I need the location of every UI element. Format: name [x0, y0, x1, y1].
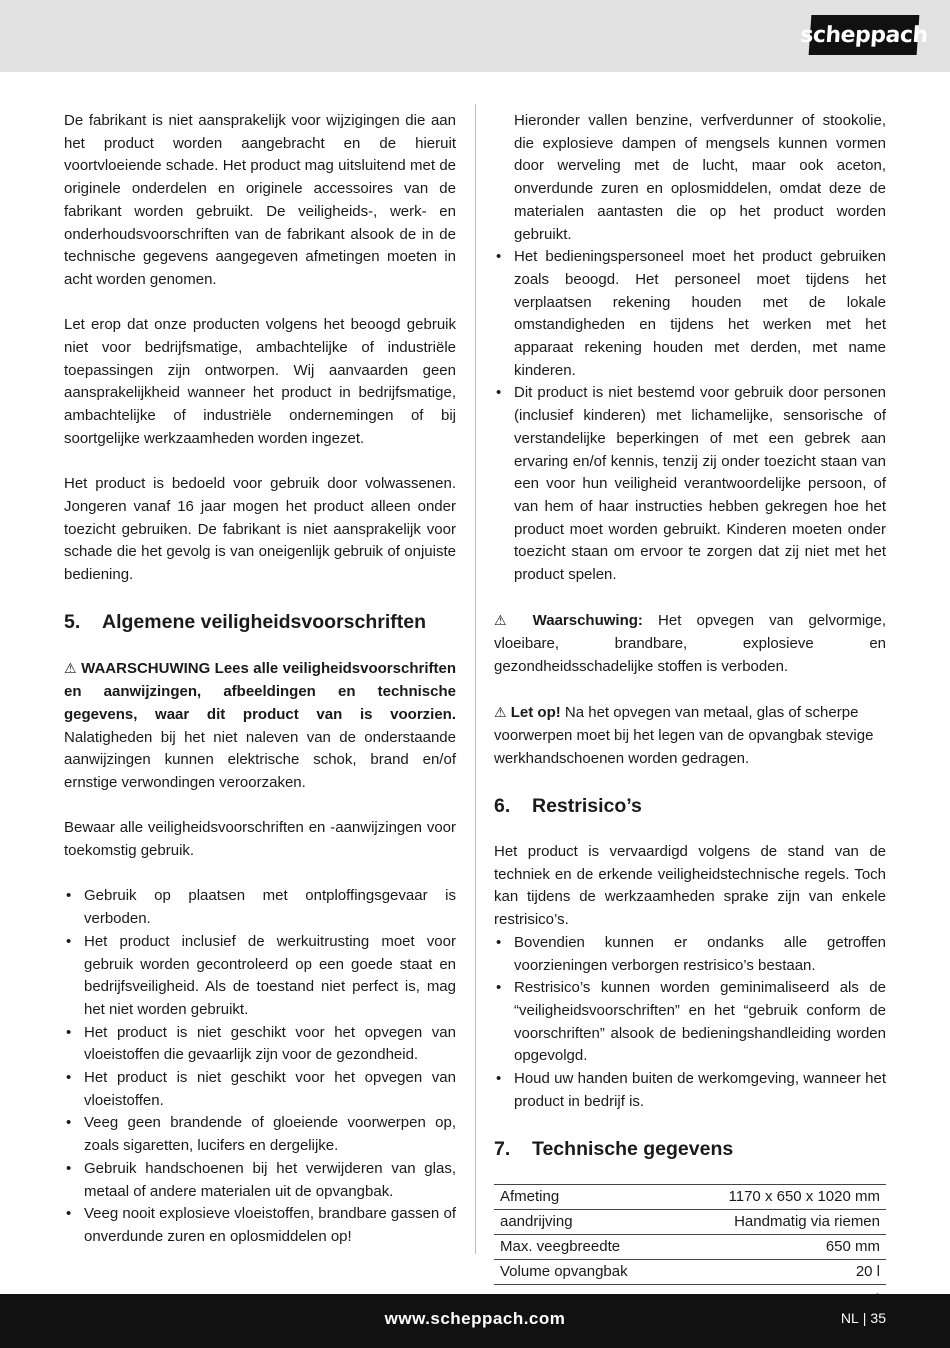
section-number: 7. — [494, 1138, 511, 1161]
section-7-heading — [494, 1136, 886, 1162]
left-column — [64, 110, 456, 1271]
spec-value: 20 l — [699, 1260, 886, 1285]
paragraph-residual-risks: Het product is vervaardigd volgens de stand van de techniek en de erkende veiligheidstechnische regels. Toch kan tijdens de werkzaamheden sprake zijn van enkele restrisico’s. — [494, 843, 886, 929]
section-6-heading — [494, 793, 886, 819]
list-item: • Veeg geen brandende of gloeiende voorwerpen op, zoals sigaretten, lucifers en dergelijke. — [64, 1112, 456, 1157]
table-row — [494, 1210, 886, 1235]
warning-block — [64, 657, 456, 794]
caution-block — [494, 701, 886, 770]
list-item: • Veeg nooit explosieve vloeistoffen, brandbare gassen of onverdunde zuren en oplosmiddelen op! — [64, 1203, 456, 1248]
paragraph-adults: Het product is bedoeld voor gebruik door volwassenen. Jongeren vanaf 16 jaar mogen het product alleen onder toezicht gebruiken. De fabrikant is niet aansprakelijk voor schade die het gevolg is van oneigenlijk gebruik of onjuiste bediening. — [64, 475, 456, 584]
section-title: Algemene veiligheidsvoorschriften — [102, 611, 427, 634]
spec-value: 650 mm — [699, 1235, 886, 1260]
list-item: • Restrisico’s kunnen worden geminimaliseerd als de “veiligheidsvoorschriften” en het “gebruik conform de voorschriften” alsook de bedieningshandleiding worden opgevolgd. — [494, 977, 886, 1068]
footer-bar — [0, 1294, 950, 1348]
header-bar — [0, 0, 950, 72]
column-divider — [475, 104, 476, 1254]
table-row — [494, 1260, 886, 1285]
page-separator: | — [862, 1310, 867, 1326]
paragraph-liability: De fabrikant is niet aansprakelijk voor wijzigingen die aan het product worden aangebracht en de hieruit voortvloeiende schade. Het product mag uitsluitend met de originele onderdelen en originele accessoires van de fabrikant worden gebruikt. De veiligheids-, werk- en onderhoudsvoorschriften van de fabrikant alsook de in de technische gegevens aangegeven afmetingen moeten in acht worden genomen. — [64, 112, 456, 288]
list-item: • Het bedieningspersoneel moet het product gebruiken zoals beoogd. Het personeel moet tijdens het verplaatsen rekening houden met de lokale omstandigheden en tijdens het werken met het apparaat rekening houden met derden, met name kinderen. — [494, 246, 886, 382]
section-title: Technische gegevens — [532, 1138, 734, 1161]
bullet-continuation: Hieronder vallen benzine, verfverdunner of stookolie, die explosieve dampen of mengsels kunnen vormen door werveling met de lucht, maar ook aceton, onverdunde zuren en oplosmiddelen, omdat deze de materialen aantasten die op het product worden gebruikt. — [514, 112, 886, 243]
right-column — [494, 110, 886, 1315]
list-item: • Het product is niet geschikt voor het opvegen van vloeistoffen die gevaarlijk zijn voor de gezondheid. — [64, 1022, 456, 1067]
scheppach-logo: scheppach — [809, 15, 920, 55]
list-item: • Dit product is niet bestemd voor gebruik door personen (inclusief kinderen) met lichamelijke, sensorische of verstandelijke beperkingen of met een gebrek aan ervaring en/of kennis, tenzij zij onder toezicht staan van een voor hun veiligheid verantwoordelijke persoon, of van hem of haar instructies hebben gekregen hoe het product moet worden gebruikt. Kinderen moeten onder toezicht staan om ervoor te zorgen dat zij niet met het product spelen. — [494, 382, 886, 586]
warning-triangle-icon: ⚠ — [64, 660, 77, 677]
spec-label: Max. veegbreedte — [494, 1235, 699, 1260]
section-number: 6. — [494, 795, 511, 818]
residual-risk-bullets — [494, 932, 886, 1114]
warning-block-2 — [494, 609, 886, 678]
caution-text: Na het opvegen van metaal, glas of scherpe voorwerpen moet bij het legen van de opvangbak stevige werkhandschoenen worden gedragen. — [494, 704, 874, 767]
caution-label: Let op! — [510, 704, 561, 722]
warning-label: Waarschuwing: — [532, 612, 643, 630]
section-5-heading — [64, 609, 456, 635]
table-row — [494, 1185, 886, 1210]
table-row — [494, 1235, 886, 1260]
list-item: • Gebruik handschoenen bij het verwijderen van glas, metaal of andere materialen uit de opvangbak. — [64, 1158, 456, 1203]
operator-bullets — [494, 246, 886, 587]
list-item: • Het product is niet geschikt voor het opvegen van vloeistoffen. — [64, 1067, 456, 1112]
safety-bullets — [64, 885, 456, 1248]
spec-label: aandrijving — [494, 1210, 699, 1235]
warning-text: Nalatigheden bij het niet naleven van de onderstaande aanwijzingen kunnen elektrische schok, brand en/of ernstige verwondingen veroorzaken. — [64, 728, 456, 791]
warning-triangle-icon: ⚠ — [494, 704, 507, 721]
page-indicator — [841, 1310, 886, 1326]
paragraph-keep-instructions: Bewaar alle veiligheidsvoorschriften en -aanwijzingen voor toekomstig gebruik. — [64, 819, 456, 860]
list-item: • Houd uw handen buiten de werkomgeving, wanneer het product in bedrijf is. — [494, 1068, 886, 1113]
list-item: • Het product inclusief de werkuitrusting moet voor gebruik worden gecontroleerd op een goede staat en bedrijfsveiligheid. Als de toestand niet perfect is, mag het niet worden gebruikt. — [64, 931, 456, 1022]
warning-bold-text: WAARSCHUWING Lees alle veiligheidsvoorschriften en aanwijzingen, afbeeldingen en technische gegevens, waar dit product van is voorzien. — [64, 660, 456, 723]
page-number: 35 — [870, 1310, 886, 1326]
section-title: Restrisico’s — [532, 795, 642, 818]
list-item: • Bovendien kunnen er ondanks alle getroffen voorzieningen verborgen restrisico’s bestaan. — [494, 932, 886, 977]
spec-value: 1170 x 650 x 1020 mm — [699, 1185, 886, 1210]
website-link[interactable]: www.scheppach.com — [384, 1309, 566, 1328]
spec-label: Volume opvangbak — [494, 1260, 699, 1285]
paragraph-intended-use: Let erop dat onze producten volgens het beoogd gebruik niet voor bedrijfsmatige, ambachtelijke of industriële toepassingen zijn ontworpen. Wij aanvaarden geen aansprakelijkheid wanneer het product in bedrijfsmatige, ambachtelijke of industriële ondernemingen of bij soortgelijke werkzaamheden worden ingezet. — [64, 316, 456, 447]
warning-triangle-icon: ⚠ — [494, 612, 518, 629]
spec-label: Afmeting — [494, 1185, 699, 1210]
language-code: NL — [840, 1310, 859, 1326]
spec-value: Handmatig via riemen — [699, 1210, 886, 1235]
section-number: 5. — [64, 611, 81, 634]
warning-text: Het opvegen van gelvormige, vloeibare, brandbare, explosieve en gezondheidsschadelijke stoffen is verboden. — [494, 612, 886, 675]
list-item: • Gebruik op plaatsen met ontploffingsgevaar is verboden. — [64, 885, 456, 930]
